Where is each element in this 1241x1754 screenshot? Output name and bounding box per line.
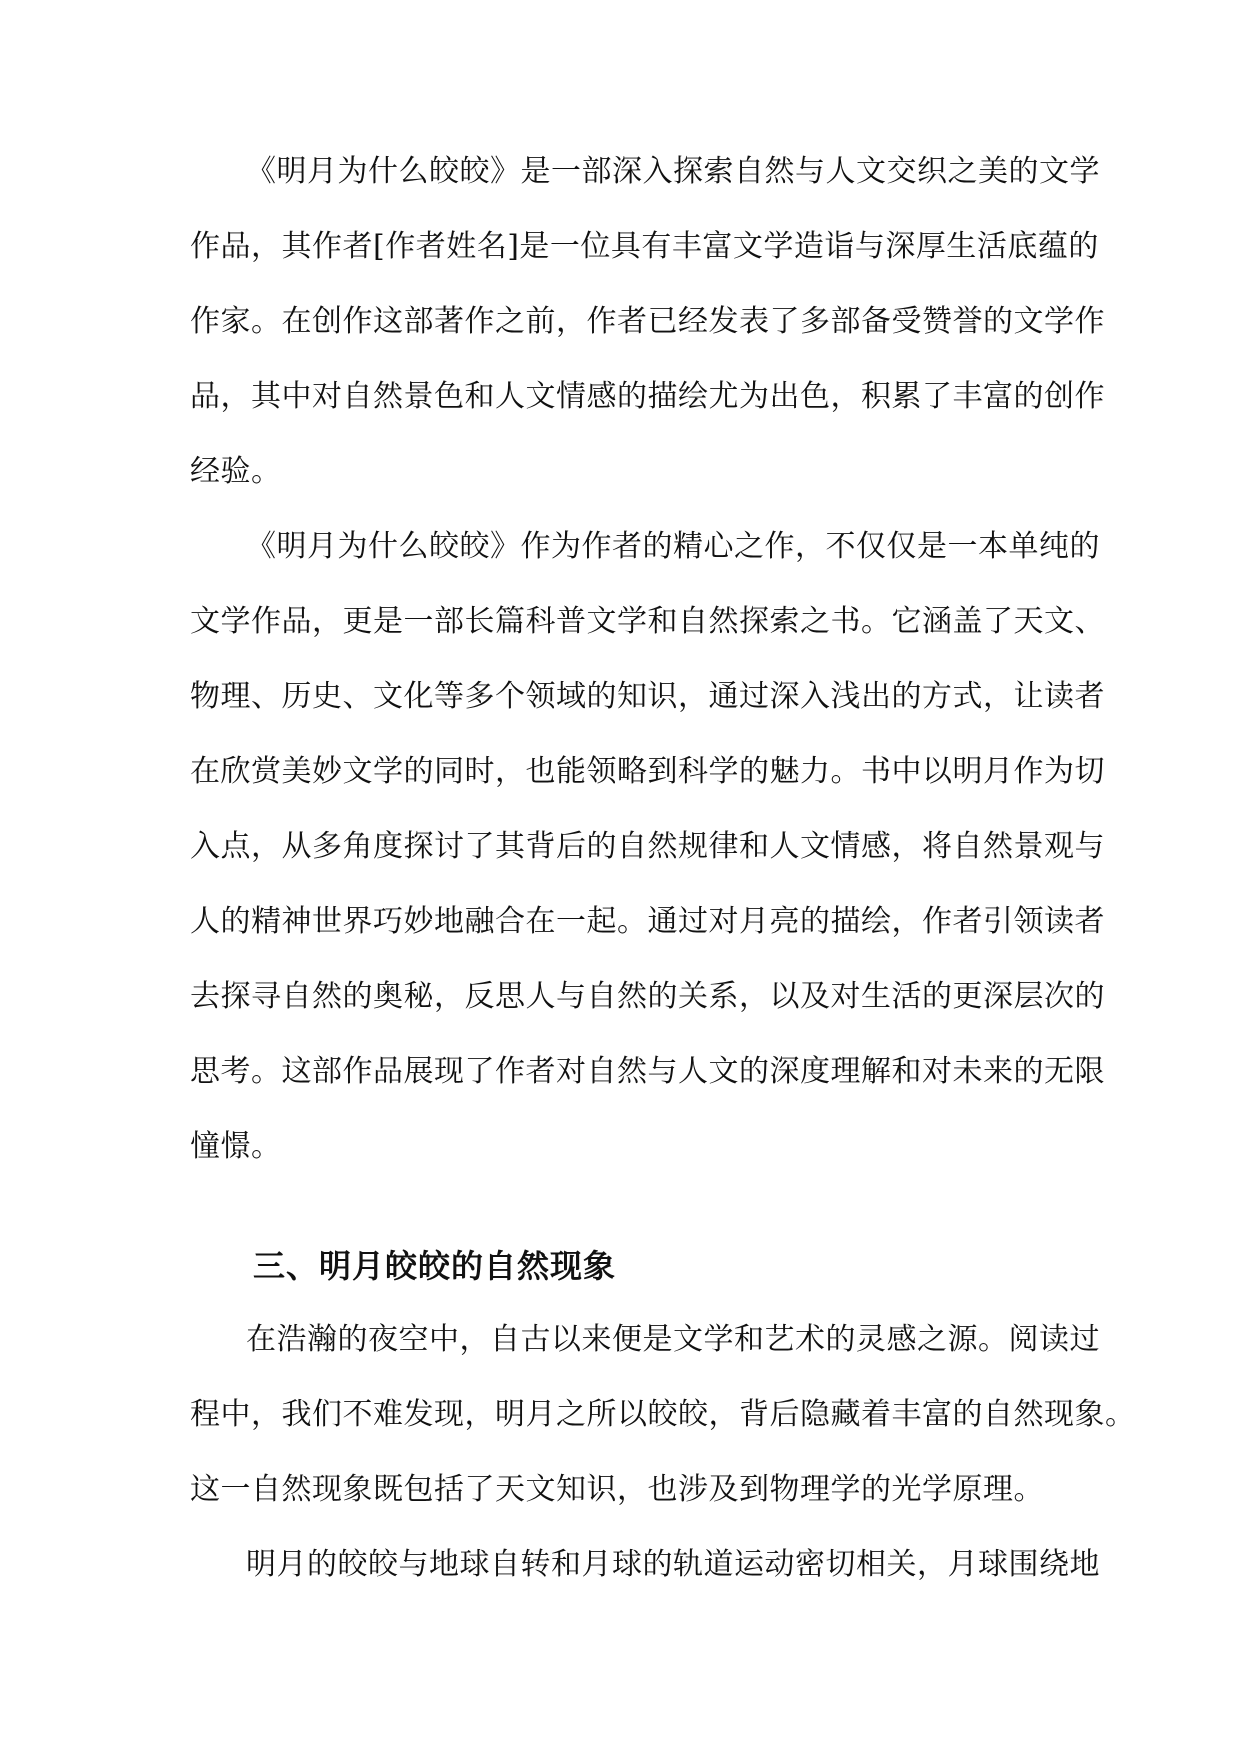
section-paragraph-1-line-3: 这一自然现象既包括了天文知识，也涉及到物理学的光学原理。: [190, 1472, 1044, 1507]
paragraph-2-line-2: 文学作品，更是一部长篇科普文学和自然探索之书。它涵盖了天文、: [190, 604, 1105, 639]
section-paragraph-2-line-1: 明月的皎皎与地球自转和月球的轨道运动密切相关，月球围绕地: [246, 1547, 1100, 1582]
paragraph-2-line-1: 《明月为什么皎皎》作为作者的精心之作，不仅仅是一本单纯的: [246, 529, 1100, 564]
paragraph-2-line-8: 思考。这部作品展现了作者对自然与人文的深度理解和对未来的无限: [190, 1054, 1105, 1089]
paragraph-2-line-4: 在欣赏美妙文学的同时，也能领略到科学的魅力。书中以明月作为切: [190, 754, 1105, 789]
section-paragraph-1-line-1: 在浩瀚的夜空中，自古以来便是文学和艺术的灵感之源。阅读过: [246, 1322, 1100, 1357]
paragraph-2-line-7: 去探寻自然的奥秘，反思人与自然的关系，以及对生活的更深层次的: [190, 979, 1105, 1014]
paragraph-1-line-3: 作家。在创作这部著作之前，作者已经发表了多部备受赞誉的文学作: [190, 304, 1105, 339]
paragraph-1-line-2: 作品，其作者[作者姓名]是一位具有丰富文学造诣与深厚生活底蕴的: [190, 229, 1099, 264]
paragraph-2-line-6: 人的精神世界巧妙地融合在一起。通过对月亮的描绘，作者引领读者: [190, 904, 1105, 939]
paragraph-1-line-4: 品，其中对自然景色和人文情感的描绘尤为出色，积累了丰富的创作: [190, 379, 1105, 414]
paragraph-1-line-5: 经验。: [190, 454, 282, 489]
paragraph-2-line-5: 入点，从多角度探讨了其背后的自然规律和人文情感，将自然景观与: [190, 829, 1105, 864]
paragraph-2-line-3: 物理、历史、文化等多个领域的知识，通过深入浅出的方式，让读者: [190, 679, 1105, 714]
section-paragraph-1-line-2: 程中，我们不难发现，明月之所以皎皎，背后隐藏着丰富的自然现象。: [190, 1397, 1136, 1432]
paragraph-1-line-1: 《明月为什么皎皎》是一部深入探索自然与人文交织之美的文学: [246, 154, 1100, 189]
paragraph-2-line-9: 憧憬。: [190, 1129, 282, 1164]
section-heading: 三、明月皎皎的自然现象: [253, 1247, 617, 1285]
